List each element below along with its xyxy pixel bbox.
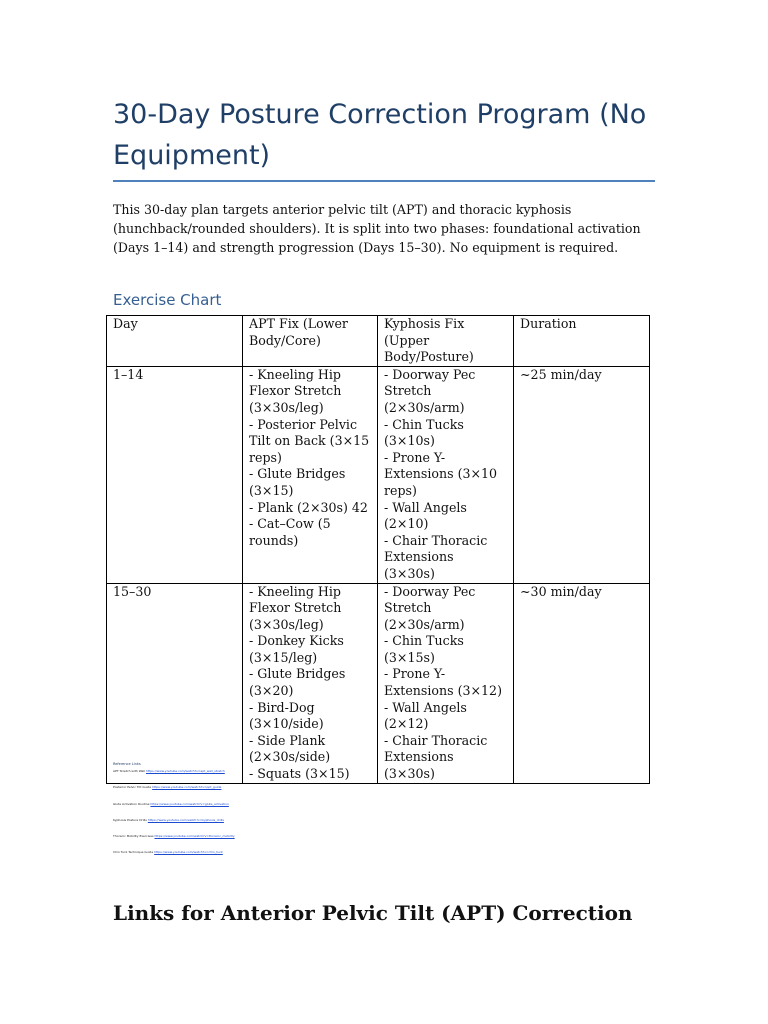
- reference-links-title: Reference Links: [113, 762, 141, 766]
- reference-link-label: Chin Tuck Technique Guide: [113, 850, 154, 854]
- exercise-item: - Prone Y-Extensions (3×10 reps): [384, 449, 498, 498]
- reference-link-label: Kyphosis Posture Drills: [113, 818, 147, 822]
- kyphosis-exercises-cell: [378, 366, 514, 583]
- reference-link-url[interactable]: https://www.youtube.com/watch?v=chin_tuck: [154, 850, 223, 854]
- table-header-row: [107, 316, 650, 367]
- row-day-cell: 1–14: [107, 366, 243, 583]
- exercise-item: - Doorway Pec Stretch (2×30s/arm): [384, 583, 476, 632]
- reference-link-label: APT Stretch with Wall: [113, 769, 146, 773]
- exercise-item: - Kneeling Hip Flexor Stretch (3×30s/leg): [249, 366, 342, 415]
- exercise-item: - Posterior Pelvic Tilt on Back (3×15 reps): [249, 416, 370, 465]
- exercise-item: - Wall Angels (2×10): [384, 499, 467, 532]
- exercise-item: - Glute Bridges (3×20): [249, 666, 346, 699]
- reference-link-item[interactable]: [113, 785, 221, 789]
- exercise-item: - Chair Thoracic Extensions (3×30s): [384, 532, 488, 581]
- document-title: 30-Day Posture Correction Program (No Equipment): [113, 99, 647, 171]
- reference-link-url[interactable]: https://www.youtube.com/watch?v=glute_activation: [150, 802, 229, 806]
- reference-link-url[interactable]: https://www.youtube.com/watch?v=apt_wall_stretch: [146, 769, 225, 773]
- exercise-item: - Chair Thoracic Extensions (3×30s): [384, 732, 488, 782]
- exercise-item: - Bird-Dog (3×10/side): [249, 699, 324, 732]
- row-day-cell: 15–30: [107, 583, 243, 783]
- exercise-item: - Chin Tucks (3×10s): [384, 416, 464, 449]
- reference-link-item[interactable]: [113, 834, 235, 838]
- exercise-item: - Side Plank (2×30s/side): [249, 732, 331, 765]
- apt-exercises-cell: [243, 366, 378, 583]
- exercise-item: - Doorway Pec Stretch (2×30s/arm): [384, 366, 476, 415]
- exercise-item: - Glute Bridges (3×15): [249, 466, 346, 498]
- header-day: Day: [107, 316, 243, 367]
- reference-link-label: Glute Activation Routine: [113, 802, 150, 806]
- table-row: [107, 583, 650, 783]
- exercise-item: - Donkey Kicks (3×15/leg): [249, 633, 344, 665]
- exercise-chart-heading: Exercise Chart: [113, 291, 222, 309]
- intro-paragraph: This 30-day plan targets anterior pelvic tilt (APT) and thoracic kyphosis (hunchback/rounded shoulders). It is split into two phases: foundational activation (Days 1–14) and strength progression (Days 15–30). No equipment is required.: [113, 202, 641, 255]
- duration-cell: ~25 min/day: [514, 366, 650, 583]
- exercise-item: - Kneeling Hip Flexor Stretch (3×30s/leg): [249, 583, 342, 632]
- exercise-item: - Cat–Cow (5 rounds): [249, 516, 331, 548]
- header-duration: Duration: [514, 316, 650, 367]
- reference-link-item[interactable]: [113, 769, 225, 773]
- kyphosis-exercises-cell: [378, 583, 514, 783]
- reference-link-label: Thoracic Mobility Exercises: [113, 834, 154, 838]
- reference-link-url[interactable]: https://www.youtube.com/watch?v=kyphosis_drills: [147, 818, 224, 822]
- reference-link-item[interactable]: [113, 802, 229, 806]
- header-apt-fix: APT Fix (Lower Body/Core): [243, 316, 378, 367]
- exercise-item: - Plank (2×30s) 42: [249, 499, 368, 515]
- reference-link-url[interactable]: https://www.youtube.com/watch?v=ppt_guide: [152, 785, 222, 789]
- reference-link-label: Posterior Pelvic Tilt Guide: [113, 785, 152, 789]
- reference-link-item[interactable]: [113, 850, 223, 854]
- apt-links-heading: Links for Anterior Pelvic Tilt (APT) Correction: [113, 901, 633, 925]
- exercise-item: - Wall Angels (2×12): [384, 699, 467, 732]
- title-underline: [113, 180, 655, 182]
- header-kyphosis-fix: Kyphosis Fix (Upper Body/Posture): [378, 316, 514, 367]
- exercise-chart-table: [106, 315, 650, 784]
- apt-exercises-cell: [243, 583, 378, 783]
- reference-link-item[interactable]: [113, 818, 224, 822]
- exercise-item: - Chin Tucks (3×15s): [384, 633, 464, 665]
- exercise-item: - Squats (3×15): [249, 766, 350, 782]
- exercise-item: - Prone Y-Extensions (3×12): [384, 666, 502, 699]
- reference-link-url[interactable]: https://www.youtube.com/watch?v=thoracic_mobility: [154, 834, 235, 838]
- duration-cell: ~30 min/day: [514, 583, 650, 783]
- table-row: [107, 366, 650, 583]
